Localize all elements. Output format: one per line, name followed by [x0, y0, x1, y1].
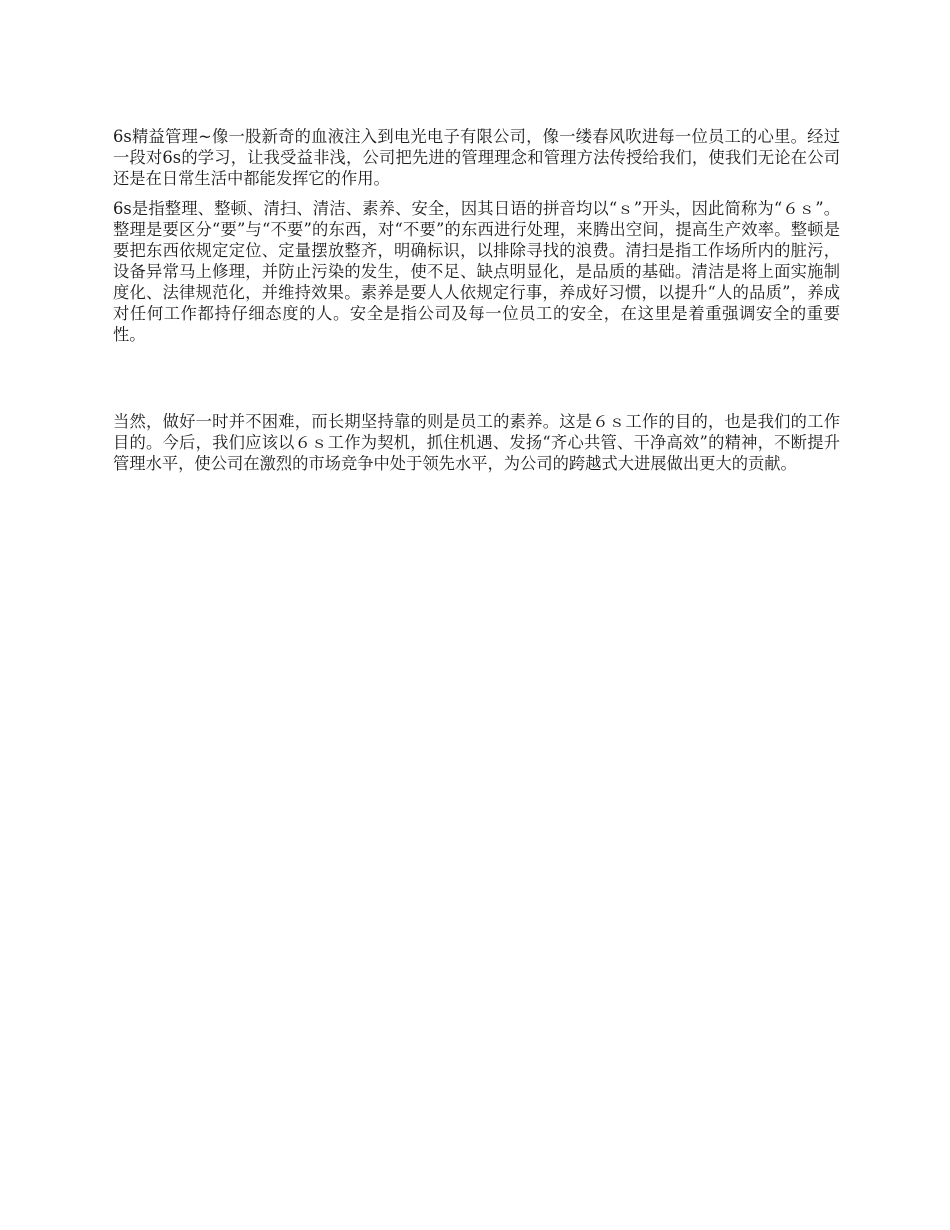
- paragraph-intro: 6s精益管理~像一股新奇的血液注入到电光电子有限公司，像一缕春风吹进每一位员工的心里。经过一段对6s的学习，让我受益非浅，公司把先进的管理理念和管理方法传授给我们，使我们无论在公司还是在日常生活中都能发挥它的作用。: [113, 127, 840, 188]
- paragraph-conclusion: 当然，做好一时并不困难，而长期坚持靠的则是员工的素养。这是６ｓ工作的目的，也是我们的工作目的。今后，我们应该以６ｓ工作为契机，抓住机遇、发扬“齐心共管、干净高效”的精神，不断提升管理水平，使公司在激烈的市场竞争中处于领先水平，为公司的跨越式大进展做出更大的贡献。: [113, 412, 840, 473]
- paragraph-spacer: [113, 345, 840, 411]
- document-body: [113, 126, 840, 474]
- paragraph-6s-definition: 6s是指整理、整顿、清扫、清洁、素养、安全，因其日语的拼音均以“ｓ”开头，因此简称为“６ｓ”。整理是要区分“要”与“不要”的东西，对“不要”的东西进行处理，来腾出空间，提高生产效率。整顿是要把东西依规定定位、定量摆放整齐，明确标识，以排除寻找的浪费。清扫是指工作场所内的脏污，设备异常马上修理，并防止污染的发生，使不足、缺点明显化，是品质的基础。清洁是将上面实施制度化、法律规范化，并维持效果。素养是要人人依规定行事，养成好习惯，以提升“人的品质”，养成对任何工作都持仔细态度的人。安全是指公司及每一位员工的安全，在这里是着重强调安全的重要性。: [113, 199, 840, 344]
